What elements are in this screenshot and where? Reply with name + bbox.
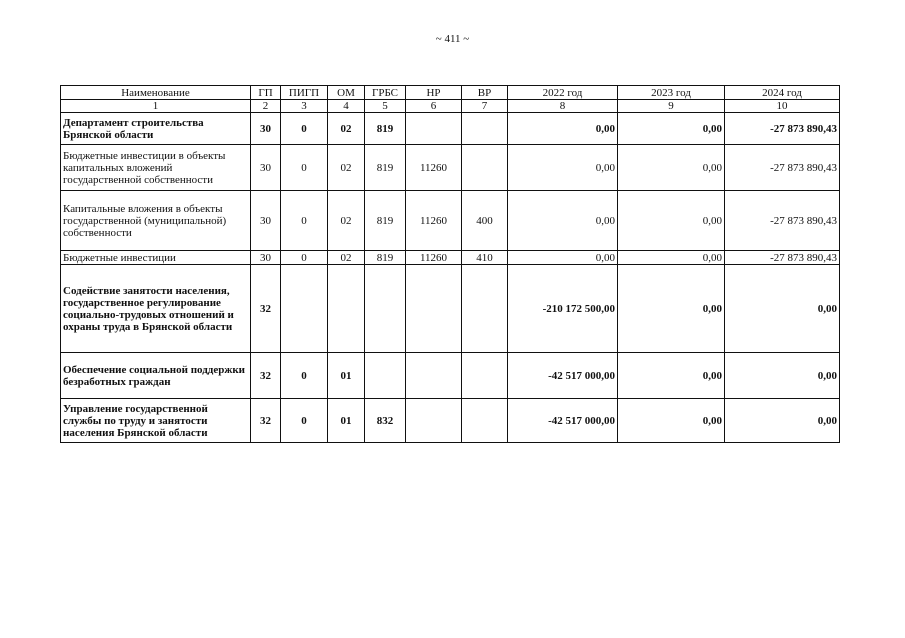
header-pigp: ПИГП	[281, 86, 328, 100]
row-vr: 410	[462, 251, 508, 265]
row-gp: 30	[251, 113, 281, 145]
column-number: 2	[251, 100, 281, 113]
row-vr	[462, 353, 508, 399]
header-om: ОМ	[328, 86, 365, 100]
row-gp: 30	[251, 145, 281, 191]
row-grbs: 819	[365, 113, 406, 145]
row-vr: 400	[462, 191, 508, 251]
row-2024: -27 873 890,43	[725, 113, 840, 145]
row-grbs: 819	[365, 191, 406, 251]
row-2023: 0,00	[618, 251, 725, 265]
table-row	[61, 353, 840, 399]
row-nr	[406, 113, 462, 145]
row-name: Бюджетные инвестиции в объекты капитальных вложений государственной собственности	[61, 145, 251, 191]
row-pigp	[281, 265, 328, 353]
row-pigp: 0	[281, 353, 328, 399]
row-nr: 11260	[406, 251, 462, 265]
row-2023: 0,00	[618, 145, 725, 191]
row-gp: 30	[251, 251, 281, 265]
header-2024: 2024 год	[725, 86, 840, 100]
row-2024: 0,00	[725, 265, 840, 353]
column-number-row	[61, 100, 840, 113]
row-om: 02	[328, 145, 365, 191]
row-om: 02	[328, 191, 365, 251]
column-number: 5	[365, 100, 406, 113]
row-2024: -27 873 890,43	[725, 251, 840, 265]
row-2022: -42 517 000,00	[508, 353, 618, 399]
row-nr	[406, 353, 462, 399]
row-pigp: 0	[281, 251, 328, 265]
header-gp: ГП	[251, 86, 281, 100]
row-grbs: 819	[365, 251, 406, 265]
header-row	[61, 86, 840, 100]
row-2022: 0,00	[508, 145, 618, 191]
row-nr: 11260	[406, 191, 462, 251]
table-row	[61, 399, 840, 443]
row-2023: 0,00	[618, 191, 725, 251]
row-gp: 32	[251, 353, 281, 399]
row-grbs	[365, 265, 406, 353]
row-2022: 0,00	[508, 113, 618, 145]
row-pigp: 0	[281, 399, 328, 443]
row-vr	[462, 145, 508, 191]
row-pigp: 0	[281, 145, 328, 191]
row-nr: 11260	[406, 145, 462, 191]
row-nr	[406, 265, 462, 353]
row-grbs: 819	[365, 145, 406, 191]
header-vr: ВР	[462, 86, 508, 100]
header-nr: НР	[406, 86, 462, 100]
header-2023: 2023 год	[618, 86, 725, 100]
row-name: Бюджетные инвестиции	[61, 251, 251, 265]
row-2023: 0,00	[618, 113, 725, 145]
table-row	[61, 145, 840, 191]
row-2024: 0,00	[725, 399, 840, 443]
row-om: 02	[328, 113, 365, 145]
column-number: 4	[328, 100, 365, 113]
row-gp: 32	[251, 265, 281, 353]
header-name: Наименование	[61, 86, 251, 100]
row-2024: -27 873 890,43	[725, 145, 840, 191]
column-number: 3	[281, 100, 328, 113]
column-number: 1	[61, 100, 251, 113]
row-vr	[462, 113, 508, 145]
row-nr	[406, 399, 462, 443]
table-row	[61, 265, 840, 353]
row-2023: 0,00	[618, 399, 725, 443]
row-2022: 0,00	[508, 191, 618, 251]
row-2023: 0,00	[618, 265, 725, 353]
row-vr	[462, 265, 508, 353]
row-om: 01	[328, 399, 365, 443]
table-row	[61, 251, 840, 265]
row-grbs	[365, 353, 406, 399]
row-gp: 32	[251, 399, 281, 443]
header-2022: 2022 год	[508, 86, 618, 100]
column-number: 10	[725, 100, 840, 113]
row-2024: 0,00	[725, 353, 840, 399]
row-2022: -210 172 500,00	[508, 265, 618, 353]
column-number: 6	[406, 100, 462, 113]
budget-table	[60, 85, 840, 443]
row-2022: 0,00	[508, 251, 618, 265]
header-grbs: ГРБС	[365, 86, 406, 100]
column-number: 8	[508, 100, 618, 113]
row-name: Департамент строительства Брянской области	[61, 113, 251, 145]
column-number: 7	[462, 100, 508, 113]
row-grbs: 832	[365, 399, 406, 443]
row-name: Обеспечение социальной поддержки безработных граждан	[61, 353, 251, 399]
row-vr	[462, 399, 508, 443]
row-om	[328, 265, 365, 353]
row-2024: -27 873 890,43	[725, 191, 840, 251]
page-number: ~ 411 ~	[435, 33, 470, 45]
table-row	[61, 191, 840, 251]
column-number: 9	[618, 100, 725, 113]
row-gp: 30	[251, 191, 281, 251]
row-2023: 0,00	[618, 353, 725, 399]
row-om: 01	[328, 353, 365, 399]
row-om: 02	[328, 251, 365, 265]
table-row	[61, 113, 840, 145]
row-name: Управление государственной службы по труду и занятости населения Брянской области	[61, 399, 251, 443]
row-name: Капитальные вложения в объекты государственной (муниципальной) собственности	[61, 191, 251, 251]
row-name: Содействие занятости населения, государственное регулирование социально-трудовых отношений и охраны труда в Брянской области	[61, 265, 251, 353]
row-2022: -42 517 000,00	[508, 399, 618, 443]
row-pigp: 0	[281, 191, 328, 251]
row-pigp: 0	[281, 113, 328, 145]
